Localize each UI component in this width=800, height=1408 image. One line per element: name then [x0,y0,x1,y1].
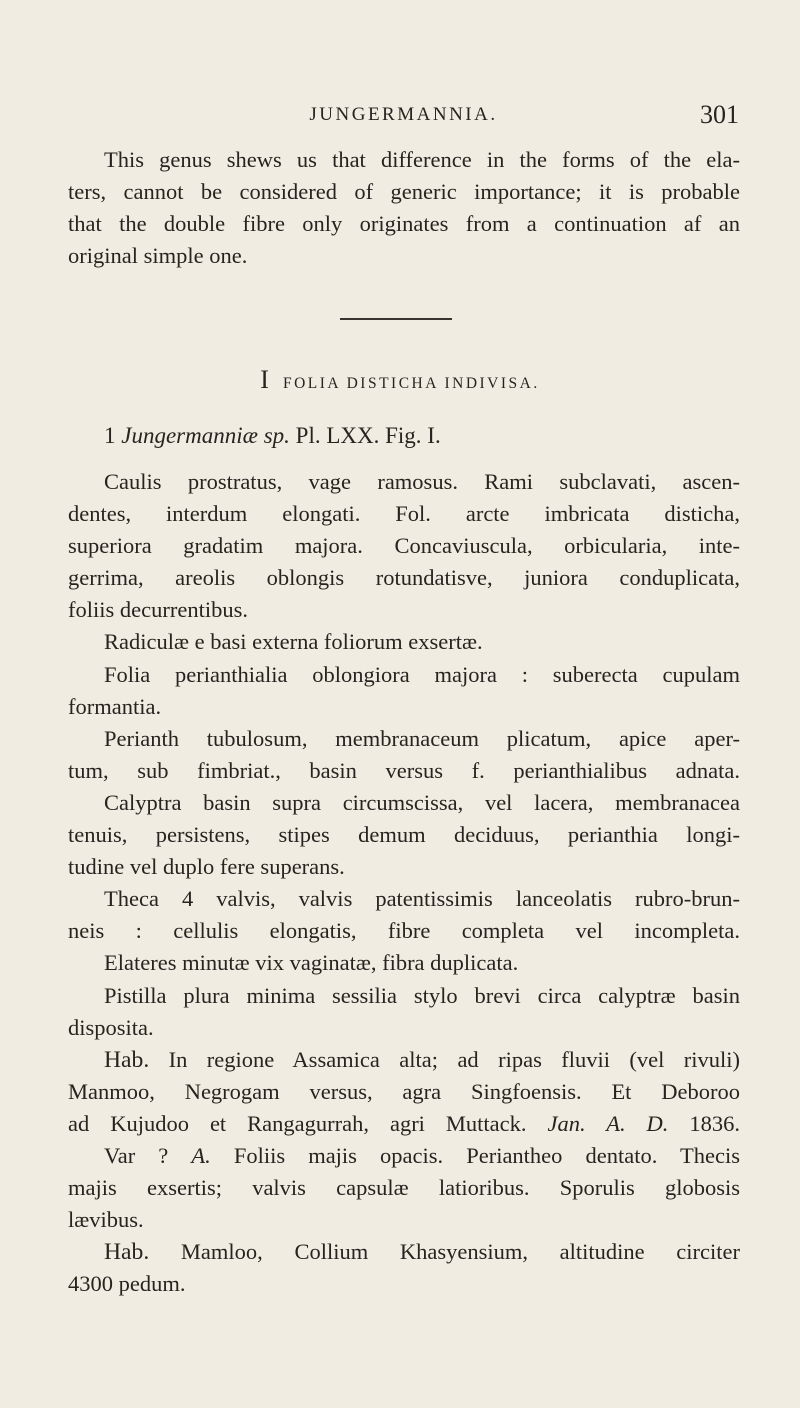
text-line: foliis decurrentibus. [68,597,248,623]
text-line: dentes, interdum elongati. Fol. arcte imbricata disticha, [68,501,740,527]
text-line: neis : cellulis elongatis, fibre completa vel incompleta. [68,918,740,944]
text-line: that the double fibre only originates from a continuation af an [68,211,740,237]
species-number: 1 [104,423,116,448]
section-heading-text: FOLIA DISTICHA INDIVISA. [282,375,540,392]
species-name: Jungermanniæ sp. [121,423,290,448]
text-line: lævibus. [68,1207,144,1233]
section-numeral: I [260,365,269,394]
text-line: formantia. [68,693,162,719]
text-line: original simple one. [68,243,248,269]
running-head [68,100,739,130]
text-line: Manmoo, Negrogam versus, agra Singfoensis. Et Deboroo [68,1078,740,1104]
text-line: Elateres minutæ vix vaginatæ, fibra duplicata. [104,950,519,976]
habitat-line [68,1044,740,1076]
variety-line [68,1140,740,1172]
variety-text: Foliis majis opacis. Periantheo dentato. Thecis [233,1142,740,1168]
text-line: This genus shews us that difference in the forms of the ela- [104,147,740,172]
text-line: tudine vel duplo fere superans. [68,854,345,880]
habitat-line [68,1236,740,1268]
text-line: ters, cannot be considered of generic importance; it is probable [68,179,740,205]
page-number: 301 [700,100,739,129]
text-line: tum, sub fimbriat., basin versus f. perianthialibus adnata. [68,757,740,783]
text-line: majis exsertis; valvis capsulæ latioribus. Sporulis globosis [68,1175,740,1201]
text-line: gerrima, areolis oblongis rotundatisve, juniora conduplicata, [68,565,740,591]
intro-paragraph [68,144,740,272]
text-line: Caulis prostratus, vage ramosus. Rami subclavati, ascen- [104,469,740,494]
habitat-label: Hab. [104,1046,150,1073]
habitat-text: In regione Assamica alta; ad ripas fluvii (vel rivuli) [168,1046,740,1072]
text-line: 4300 pedum. [68,1271,186,1297]
variety-prefix: Var ? [104,1142,169,1168]
text-line: Theca 4 valvis, valvis patentissimis lanceolatis rubro-brun- [104,886,740,912]
variety-letter: A. [191,1142,211,1168]
habitat-year: 1836. [689,1110,741,1136]
habitat-date: Jan. A. D. [547,1110,669,1136]
running-title: JUNGERMANNIA. [309,104,498,125]
text-line: Folia perianthialia oblongiora majora : suberecta cupulam [104,661,740,687]
habitat-label: Hab. [104,1239,150,1266]
text-line: Calyptra basin supra circumscissa, vel lacera, membranacea [104,789,740,815]
habitat-date-line [68,1108,740,1140]
species-description [68,466,740,1300]
habitat-text: Mamloo, Collium Khasyensium, altitudine circiter [180,1239,741,1265]
text-line: tenuis, persistens, stipes demum deciduus, perianthia longi- [68,822,740,848]
species-heading [104,423,441,449]
plate-reference: Pl. LXX. Fig. I. [295,423,441,448]
text-line: Radiculæ e basi externa foliorum exsertæ. [104,629,483,655]
text-line: superiora gradatim majora. Concaviuscula, orbicularia, inte- [68,533,740,559]
text-line: Perianth tubulosum, membranaceum plicatum, apice aper- [104,725,740,751]
section-heading [0,365,800,395]
text-line: Pistilla plura minima sessilia stylo brevi circa calyptræ basin [104,982,740,1008]
habitat-text: ad Kujudoo et Rangagurrah, agri Muttack. [68,1110,527,1136]
text-line: disposita. [68,1014,154,1040]
section-divider [340,318,452,320]
